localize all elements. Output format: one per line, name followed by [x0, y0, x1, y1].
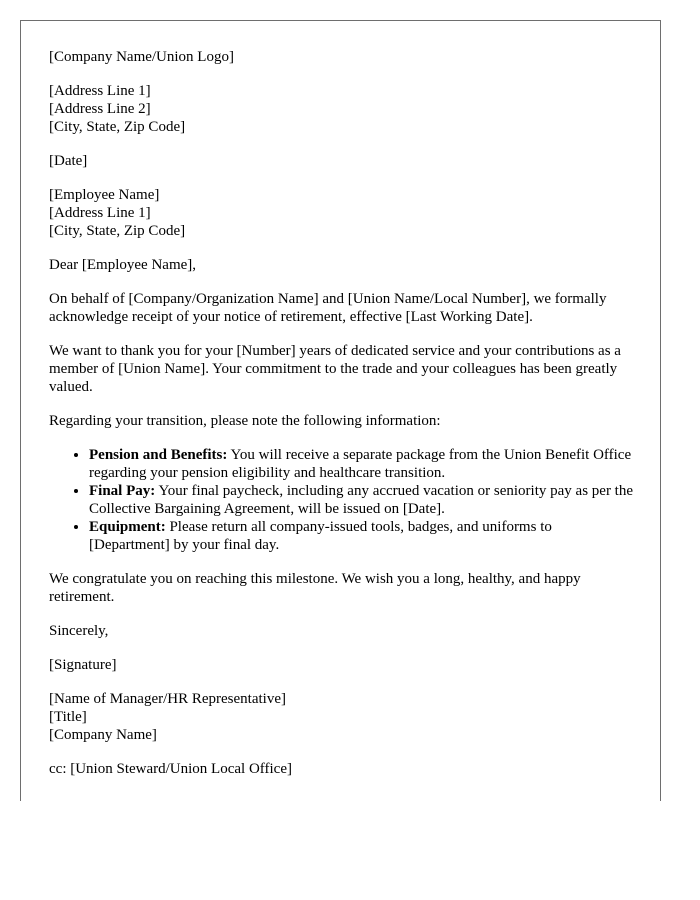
- recipient-address-line-1: [Address Line 1]: [49, 205, 151, 221]
- sender-address-line-2: [Address Line 2]: [49, 101, 151, 117]
- letter-content: [49, 48, 634, 794]
- recipient-city-state-zip: [City, State, Zip Code]: [49, 223, 186, 239]
- list-item-label: Pension and Benefits:: [89, 447, 228, 463]
- list-item-label: Equipment:: [89, 519, 166, 535]
- list-item-text: You will receive a separate package from the Union Benefit Office regarding your pension eligibility and healthcare transition.: [89, 447, 632, 481]
- cc-line: cc: [Union Steward/Union Local Office]: [49, 761, 292, 777]
- company-logo-placeholder: [Company Name/Union Logo]: [49, 49, 234, 65]
- recipient-address: [49, 186, 634, 240]
- letter-date: [Date]: [49, 153, 88, 169]
- list-item-text: Please return all company-issued tools, badges, and uniforms to [Department] by your final day.: [89, 519, 552, 553]
- sender-address: [49, 82, 634, 136]
- body-paragraph-3: Regarding your transition, please note the following information:: [49, 413, 441, 429]
- signature-placeholder: [Signature]: [49, 657, 117, 673]
- list-item-equipment: [89, 518, 634, 554]
- list-item-pension: [89, 446, 634, 482]
- list-item-label: Final Pay:: [89, 483, 156, 499]
- sender-city-state-zip: [City, State, Zip Code]: [49, 119, 186, 135]
- letter-page: [20, 20, 661, 801]
- closing: Sincerely,: [49, 623, 109, 639]
- signer-name: [Name of Manager/HR Representative]: [49, 691, 286, 707]
- body-paragraph-1: On behalf of [Company/Organization Name] and [Union Name/Local Number], we formally acknowledge receipt of your notice of retirement, effective [Last Working Date].: [49, 291, 607, 325]
- list-item-final-pay: [89, 482, 634, 518]
- list-item-text: Your final paycheck, including any accrued vacation or seniority pay as per the Collective Bargaining Agreement, will be issued on [Date].: [89, 483, 634, 517]
- signer-block: [49, 690, 634, 744]
- recipient-name: [Employee Name]: [49, 187, 160, 203]
- salutation: Dear [Employee Name],: [49, 257, 197, 273]
- body-paragraph-4: We congratulate you on reaching this milestone. We wish you a long, healthy, and happy retirement.: [49, 571, 581, 605]
- sender-address-line-1: [Address Line 1]: [49, 83, 151, 99]
- transition-info-list: [49, 446, 634, 554]
- signer-title: [Title]: [49, 709, 87, 725]
- signer-company: [Company Name]: [49, 727, 157, 743]
- body-paragraph-2: We want to thank you for your [Number] years of dedicated service and your contributions as a member of [Union Name]. Your commitment to the trade and your colleagues has been greatly valued.: [49, 343, 621, 395]
